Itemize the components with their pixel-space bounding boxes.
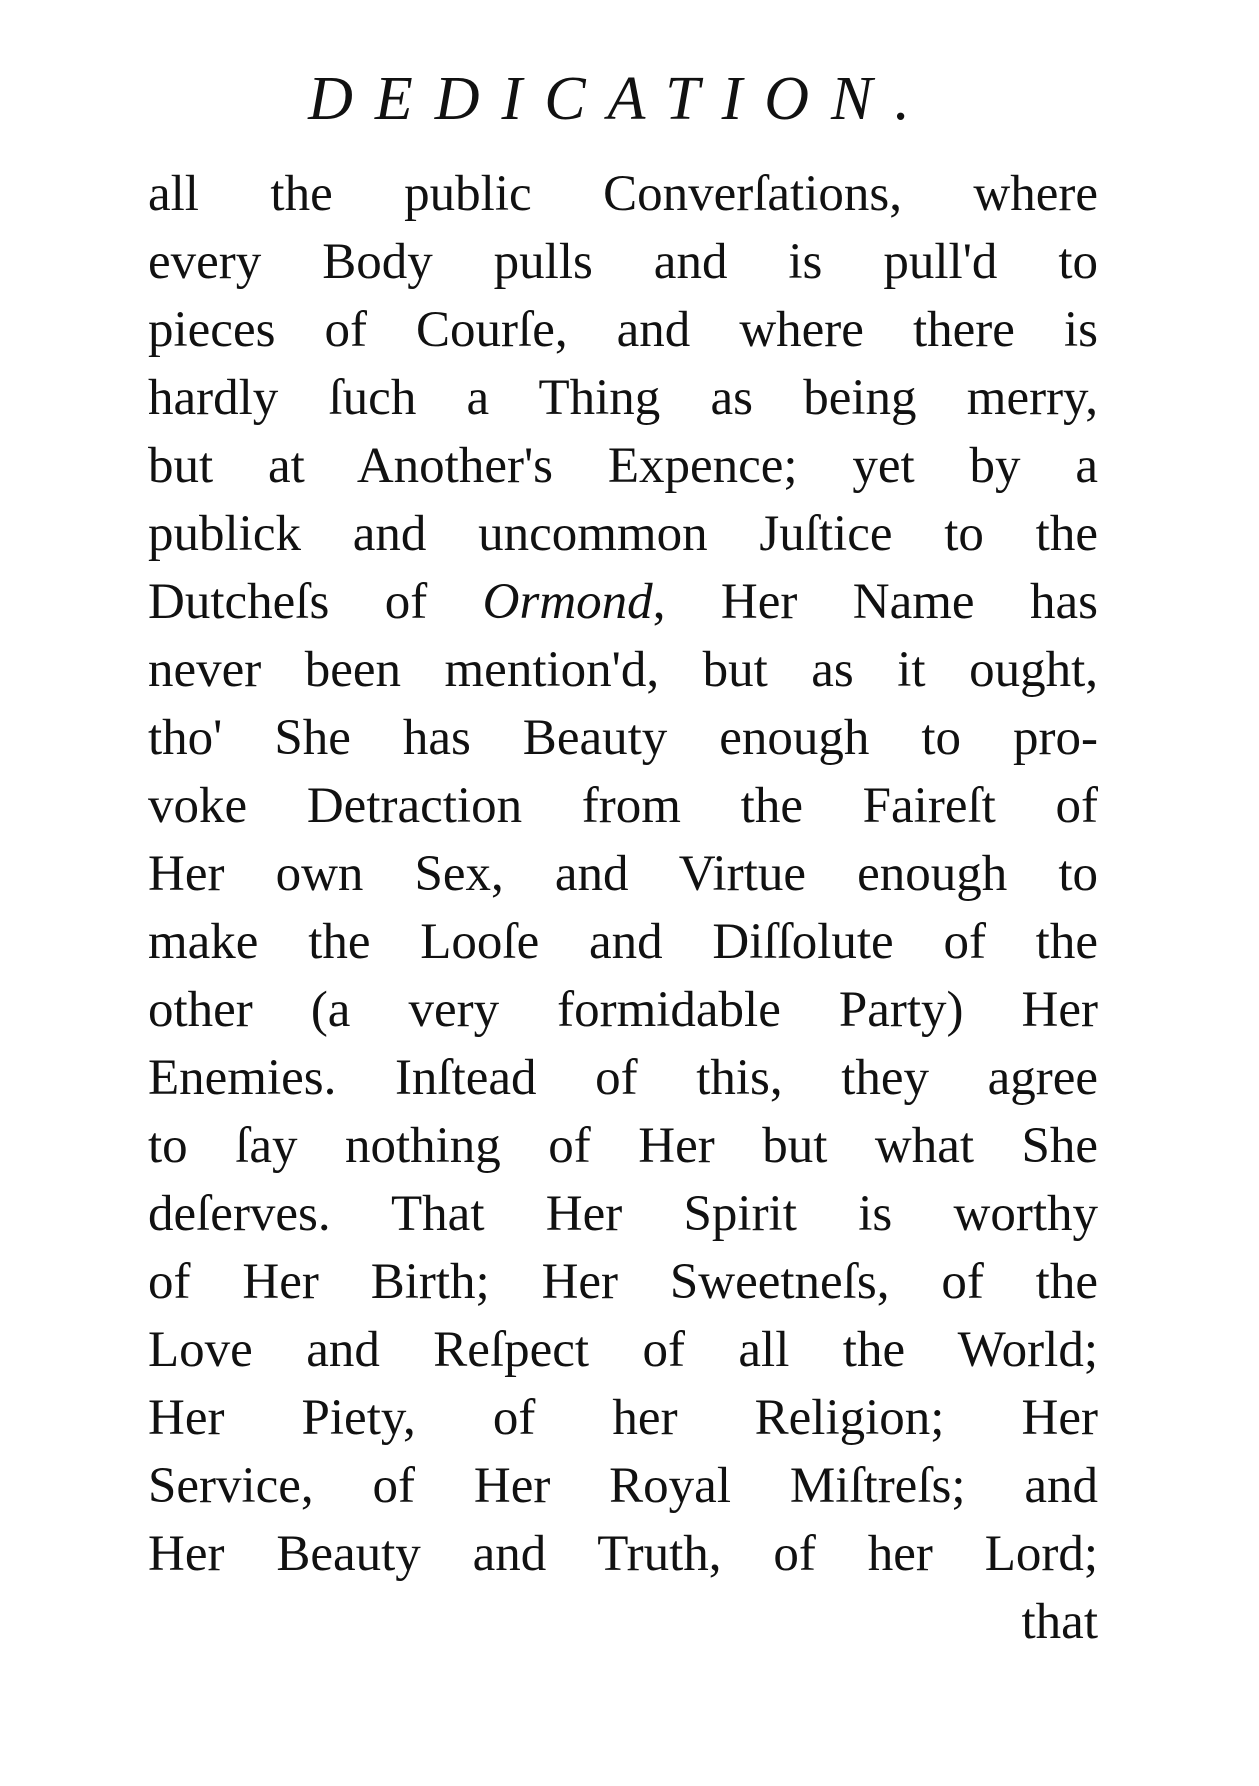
text-line: publick and uncommon Juſtice to the bbox=[148, 506, 1098, 562]
text-line: Her Piety, of her Religion; Her bbox=[148, 1390, 1098, 1446]
text-line: Dutcheſs of Ormond, Her Name has bbox=[148, 574, 1098, 630]
text-line: of Her Birth; Her Sweetneſs, of the bbox=[148, 1254, 1098, 1310]
body-text bbox=[148, 160, 1098, 1656]
text-line: voke Detraction from the Faireſt of bbox=[148, 778, 1098, 834]
text-line: Service, of Her Royal Miſtreſs; and bbox=[148, 1458, 1098, 1514]
italic-name: Ormond bbox=[482, 574, 653, 630]
text-line: never been mention'd, but as it ought, bbox=[148, 642, 1098, 698]
page-heading: DEDICATION. bbox=[308, 65, 932, 133]
text-line: all the public Converſations, where bbox=[148, 166, 1098, 222]
text-line: every Body pulls and is pull'd to bbox=[148, 234, 1098, 290]
text-line: Her own Sex, and Virtue enough to bbox=[148, 846, 1098, 902]
text-line: Her Beauty and Truth, of her Lord; bbox=[148, 1526, 1098, 1582]
text-line: pieces of Courſe, and where there is bbox=[148, 302, 1098, 358]
text-line: but at Another's Expence; yet by a bbox=[148, 438, 1098, 494]
text-line: deſerves. That Her Spirit is worthy bbox=[148, 1186, 1098, 1242]
text-line: Love and Reſpect of all the World; bbox=[148, 1322, 1098, 1378]
catchword: that bbox=[1021, 1594, 1098, 1650]
text-line: to ſay nothing of Her but what She bbox=[148, 1118, 1098, 1174]
text-line: Enemies. Inſtead of this, they agree bbox=[148, 1050, 1098, 1106]
text-line: tho' She has Beauty enough to pro- bbox=[148, 710, 1098, 766]
text-line: make the Looſe and Diſſolute of the bbox=[148, 914, 1098, 970]
text-line: hardly ſuch a Thing as being merry, bbox=[148, 370, 1098, 426]
text-line: other (a very formidable Party) Her bbox=[148, 982, 1098, 1038]
